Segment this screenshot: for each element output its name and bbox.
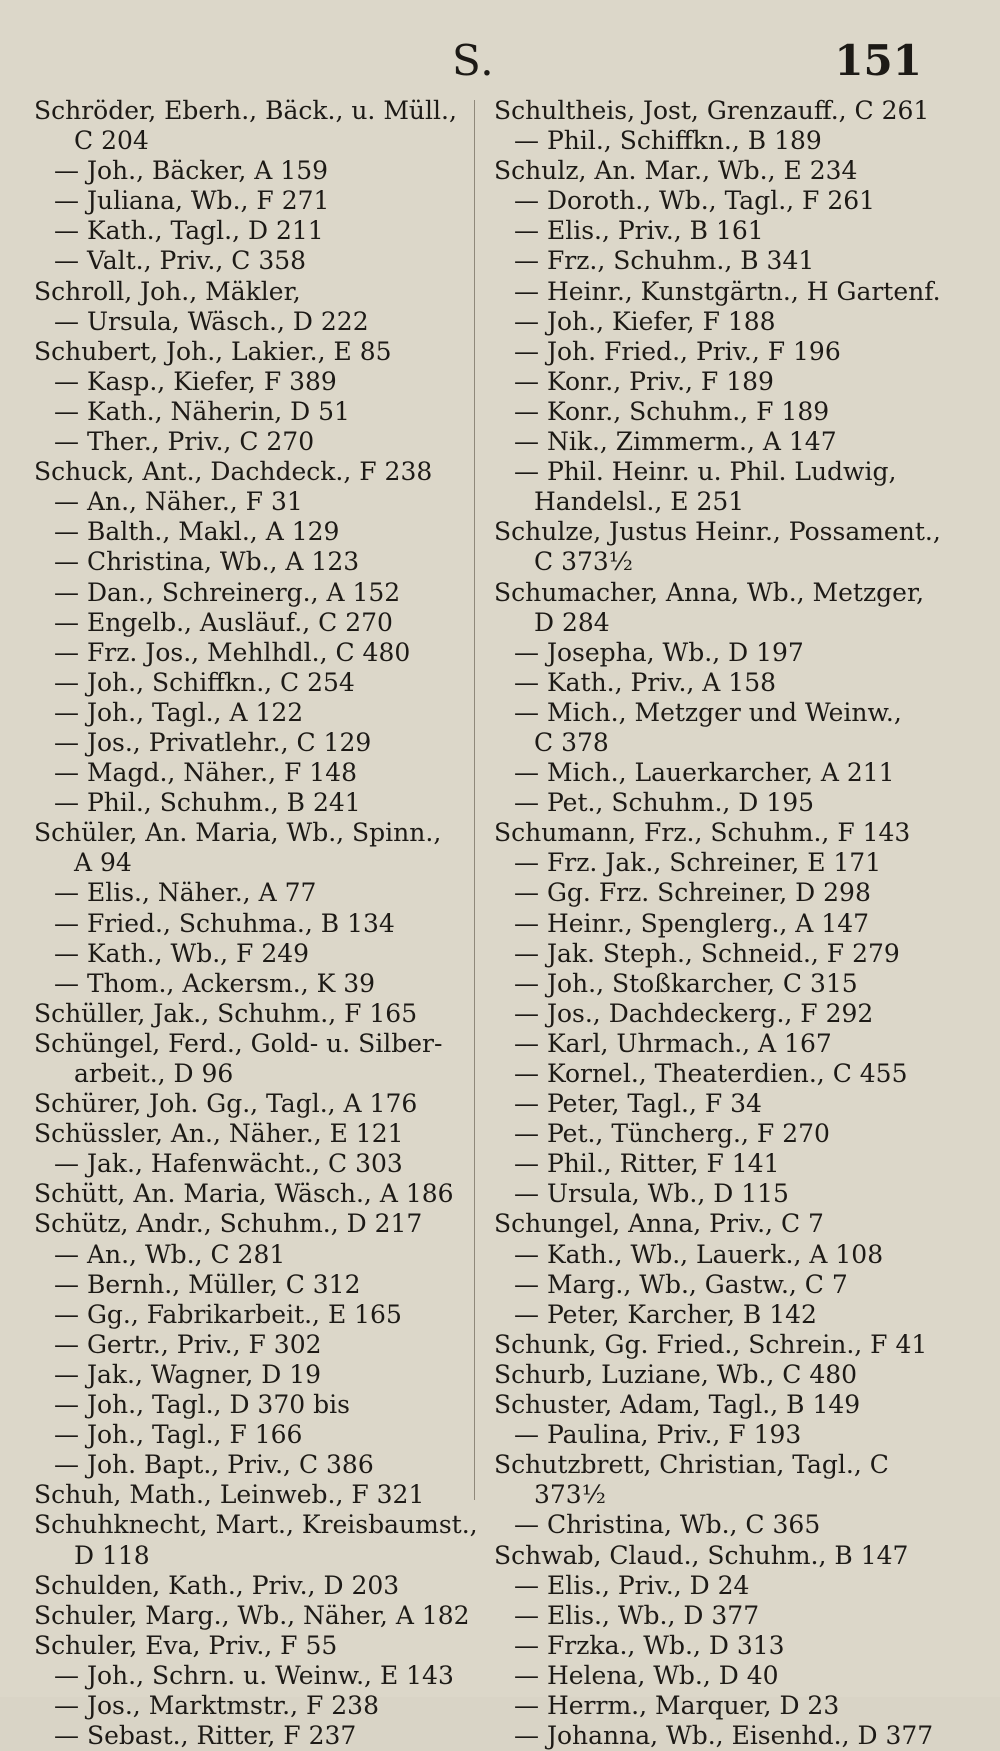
directory-subentry: — Balth., Makl., A 129 — [54, 517, 340, 547]
entry-continuation: 373½ — [534, 1480, 606, 1510]
directory-subentry: — Phil., Schiffkn., B 189 — [514, 126, 822, 156]
directory-subentry: — Phil. Heinr. u. Phil. Ludwig, — [514, 457, 897, 487]
directory-subentry: — Pet., Tüncherg., F 270 — [514, 1119, 830, 1149]
directory-subentry: — Frz., Schuhm., B 341 — [514, 246, 815, 276]
directory-subentry: — Elis., Näher., A 77 — [54, 878, 317, 908]
entry-continuation: C 204 — [74, 126, 149, 156]
directory-subentry: — Paulina, Priv., F 193 — [514, 1420, 802, 1450]
directory-subentry: — Joh., Bäcker, A 159 — [54, 156, 328, 186]
directory-entry: Schuster, Adam, Tagl., B 149 — [494, 1390, 861, 1420]
directory-entry: Schüssler, An., Näher., E 121 — [34, 1119, 404, 1149]
directory-entry: Schütt, An. Maria, Wäsch., A 186 — [34, 1179, 454, 1209]
directory-entry: Schröder, Eberh., Bäck., u. Müll., — [34, 96, 457, 125]
directory-entry: Schuler, Eva, Priv., F 55 — [34, 1630, 338, 1660]
directory-entry: Schüller, Jak., Schuhm., F 165 — [34, 998, 418, 1028]
directory-entry: Schulz, An. Mar., Wb., E 234 — [494, 156, 858, 186]
entry-continuation: Handelsl., E 251 — [534, 487, 745, 517]
directory-subentry: — Josepha, Wb., D 197 — [514, 637, 804, 667]
directory-subentry: — Johanna, Wb., Eisenhd., D 377 — [514, 1721, 934, 1751]
directory-subentry: — Doroth., Wb., Tagl., F 261 — [514, 186, 876, 216]
entry-continuation: A 94 — [74, 848, 132, 878]
directory-entry: Schunk, Gg. Fried., Schrein., F 41 — [494, 1329, 928, 1359]
page-number: 151 — [834, 36, 922, 85]
directory-entry: Schuhknecht, Mart., Kreisbaumst., — [34, 1510, 478, 1540]
left-column — [34, 96, 478, 1751]
directory-subentry: — Helena, Wb., D 40 — [514, 1660, 779, 1690]
directory-entry: Schütz, Andr., Schuhm., D 217 — [34, 1209, 423, 1239]
directory-subentry: — Frz. Jak., Schreiner, E 171 — [514, 848, 882, 878]
directory-subentry: — Magd., Näher., F 148 — [54, 758, 358, 788]
directory-subentry: — Kath., Priv., A 158 — [514, 667, 776, 697]
entry-continuation: D 284 — [534, 607, 610, 637]
directory-subentry: — Phil., Schuhm., B 241 — [54, 788, 361, 818]
directory-entry: Schurb, Luziane, Wb., C 480 — [494, 1359, 858, 1389]
directory-subentry: — Valt., Priv., C 358 — [54, 246, 307, 276]
directory-subentry: — Joh., Tagl., F 166 — [54, 1420, 303, 1450]
entry-continuation: C 373½ — [534, 547, 634, 577]
directory-subentry: — Christina, Wb., C 365 — [514, 1510, 821, 1540]
directory-subentry: — Gg. Frz. Schreiner, D 298 — [514, 878, 871, 908]
directory-subentry: — Konr., Schuhm., F 189 — [514, 396, 830, 426]
directory-subentry: — Elis., Priv., B 161 — [514, 216, 764, 246]
directory-subentry: — Ther., Priv., C 270 — [54, 427, 315, 457]
section-letter: S. — [452, 36, 495, 85]
directory-subentry: — Elis., Priv., D 24 — [514, 1570, 750, 1600]
directory-subentry: — Fried., Schuhma., B 134 — [54, 908, 395, 938]
directory-subentry: — Phil., Ritter, F 141 — [514, 1149, 780, 1179]
page-header — [0, 28, 1000, 88]
entry-continuation: D 118 — [74, 1540, 150, 1570]
directory-subentry: — Joh., Kiefer, F 188 — [514, 306, 776, 336]
directory-subentry: — Ursula, Wb., D 115 — [514, 1179, 789, 1209]
directory-subentry: — Frzka., Wb., D 313 — [514, 1630, 785, 1660]
directory-subentry: — Joh., Schrn. u. Weinw., E 143 — [54, 1660, 454, 1690]
directory-subentry: — Mich., Metzger und Weinw., — [514, 697, 902, 727]
directory-subentry: — Karl, Uhrmach., A 167 — [514, 1028, 832, 1058]
directory-entry: Schumann, Frz., Schuhm., F 143 — [494, 818, 911, 848]
directory-subentry: — Heinr., Spenglerg., A 147 — [514, 908, 870, 938]
directory-subentry: — Pet., Schuhm., D 195 — [514, 788, 815, 818]
directory-subentry: — Joh., Tagl., A 122 — [54, 697, 304, 727]
directory-subentry: — Joh. Fried., Priv., F 196 — [514, 336, 841, 366]
directory-subentry: — Frz. Jos., Mehlhdl., C 480 — [54, 637, 411, 667]
directory-entry: Schürer, Joh. Gg., Tagl., A 176 — [34, 1089, 418, 1119]
directory-subentry: — Joh., Schiffkn., C 254 — [54, 667, 355, 697]
directory-entry: Schubert, Joh., Lakier., E 85 — [34, 336, 392, 366]
directory-entry: Schüler, An. Maria, Wb., Spinn., — [34, 818, 442, 848]
directory-subentry: — Thom., Ackersm., K 39 — [54, 968, 376, 998]
directory-subentry: — Jos., Marktmstr., F 238 — [54, 1690, 379, 1720]
entry-continuation: C 378 — [534, 727, 609, 757]
directory-entry: Schuck, Ant., Dachdeck., F 238 — [34, 457, 433, 487]
directory-subentry: — Peter, Tagl., F 34 — [514, 1089, 762, 1119]
directory-entry: Schüngel, Ferd., Gold- u. Silber- — [34, 1028, 443, 1058]
directory-subentry: — Dan., Schreinerg., A 152 — [54, 577, 401, 607]
directory-subentry: — Christina, Wb., A 123 — [54, 547, 360, 577]
directory-subentry: — Herrm., Marquer, D 23 — [514, 1690, 840, 1720]
right-column — [494, 96, 974, 1751]
directory-subentry: — Marg., Wb., Gastw., C 7 — [514, 1269, 848, 1299]
directory-subentry: — Kath., Tagl., D 211 — [54, 216, 324, 246]
directory-subentry: — Kath., Näherin, D 51 — [54, 396, 350, 426]
directory-subentry: — Kath., Wb., F 249 — [54, 938, 310, 968]
directory-subentry: — Konr., Priv., F 189 — [514, 366, 774, 396]
directory-subentry: — Engelb., Ausläuf., C 270 — [54, 607, 393, 637]
directory-entry: Schultheis, Jost, Grenzauff., C 261 — [494, 96, 930, 125]
directory-subentry: — Elis., Wb., D 377 — [514, 1600, 760, 1630]
directory-subentry: — Peter, Karcher, B 142 — [514, 1299, 817, 1329]
directory-subentry: — Kasp., Kiefer, F 389 — [54, 366, 337, 396]
directory-subentry: — Sebast., Ritter, F 237 — [54, 1721, 357, 1751]
directory-entry: Schutzbrett, Christian, Tagl., C — [494, 1450, 889, 1480]
directory-subentry: — Kornel., Theaterdien., C 455 — [514, 1059, 908, 1088]
directory-subentry: — Joh. Bapt., Priv., C 386 — [54, 1450, 374, 1480]
directory-entry: Schwab, Claud., Schuhm., B 147 — [494, 1540, 909, 1570]
directory-subentry: — Heinr., Kunstgärtn., H Gartenf. — [514, 276, 941, 306]
directory-subentry: — An., Wb., C 281 — [54, 1239, 286, 1269]
directory-subentry: — Gertr., Priv., F 302 — [54, 1329, 322, 1359]
directory-entry: Schulden, Kath., Priv., D 203 — [34, 1570, 400, 1600]
directory-entry: Schungel, Anna, Priv., C 7 — [494, 1209, 824, 1239]
directory-entry: Schumacher, Anna, Wb., Metzger, — [494, 577, 925, 607]
directory-subentry: — Jak., Wagner, D 19 — [54, 1359, 322, 1389]
directory-subentry: — Juliana, Wb., F 271 — [54, 186, 330, 216]
directory-subentry: — Jos., Dachdeckerg., F 292 — [514, 998, 874, 1028]
directory-entry: Schuler, Marg., Wb., Näher, A 182 — [34, 1600, 470, 1630]
directory-subentry: — Joh., Tagl., D 370 bis — [54, 1390, 350, 1420]
directory-subentry: — Kath., Wb., Lauerk., A 108 — [514, 1239, 884, 1269]
directory-subentry: — Jak., Hafenwächt., C 303 — [54, 1149, 403, 1179]
directory-subentry: — An., Näher., F 31 — [54, 487, 303, 517]
directory-entry: Schuh, Math., Leinweb., F 321 — [34, 1480, 425, 1510]
directory-subentry: — Mich., Lauerkarcher, A 211 — [514, 758, 895, 788]
directory-subentry: — Ursula, Wäsch., D 222 — [54, 306, 369, 336]
entry-continuation: arbeit., D 96 — [74, 1059, 234, 1088]
directory-subentry: — Bernh., Müller, C 312 — [54, 1269, 361, 1299]
directory-subentry: — Gg., Fabrikarbeit., E 165 — [54, 1299, 402, 1329]
directory-entry: Schroll, Joh., Mäkler, — [34, 276, 301, 306]
directory-subentry: — Nik., Zimmerm., A 147 — [514, 427, 837, 457]
directory-subentry: — Joh., Stoßkarcher, C 315 — [514, 968, 858, 998]
directory-subentry: — Jos., Privatlehr., C 129 — [54, 727, 372, 757]
directory-entry: Schulze, Justus Heinr., Possament., — [494, 517, 941, 547]
column-divider — [474, 100, 475, 1500]
directory-subentry: — Jak. Steph., Schneid., F 279 — [514, 938, 900, 968]
